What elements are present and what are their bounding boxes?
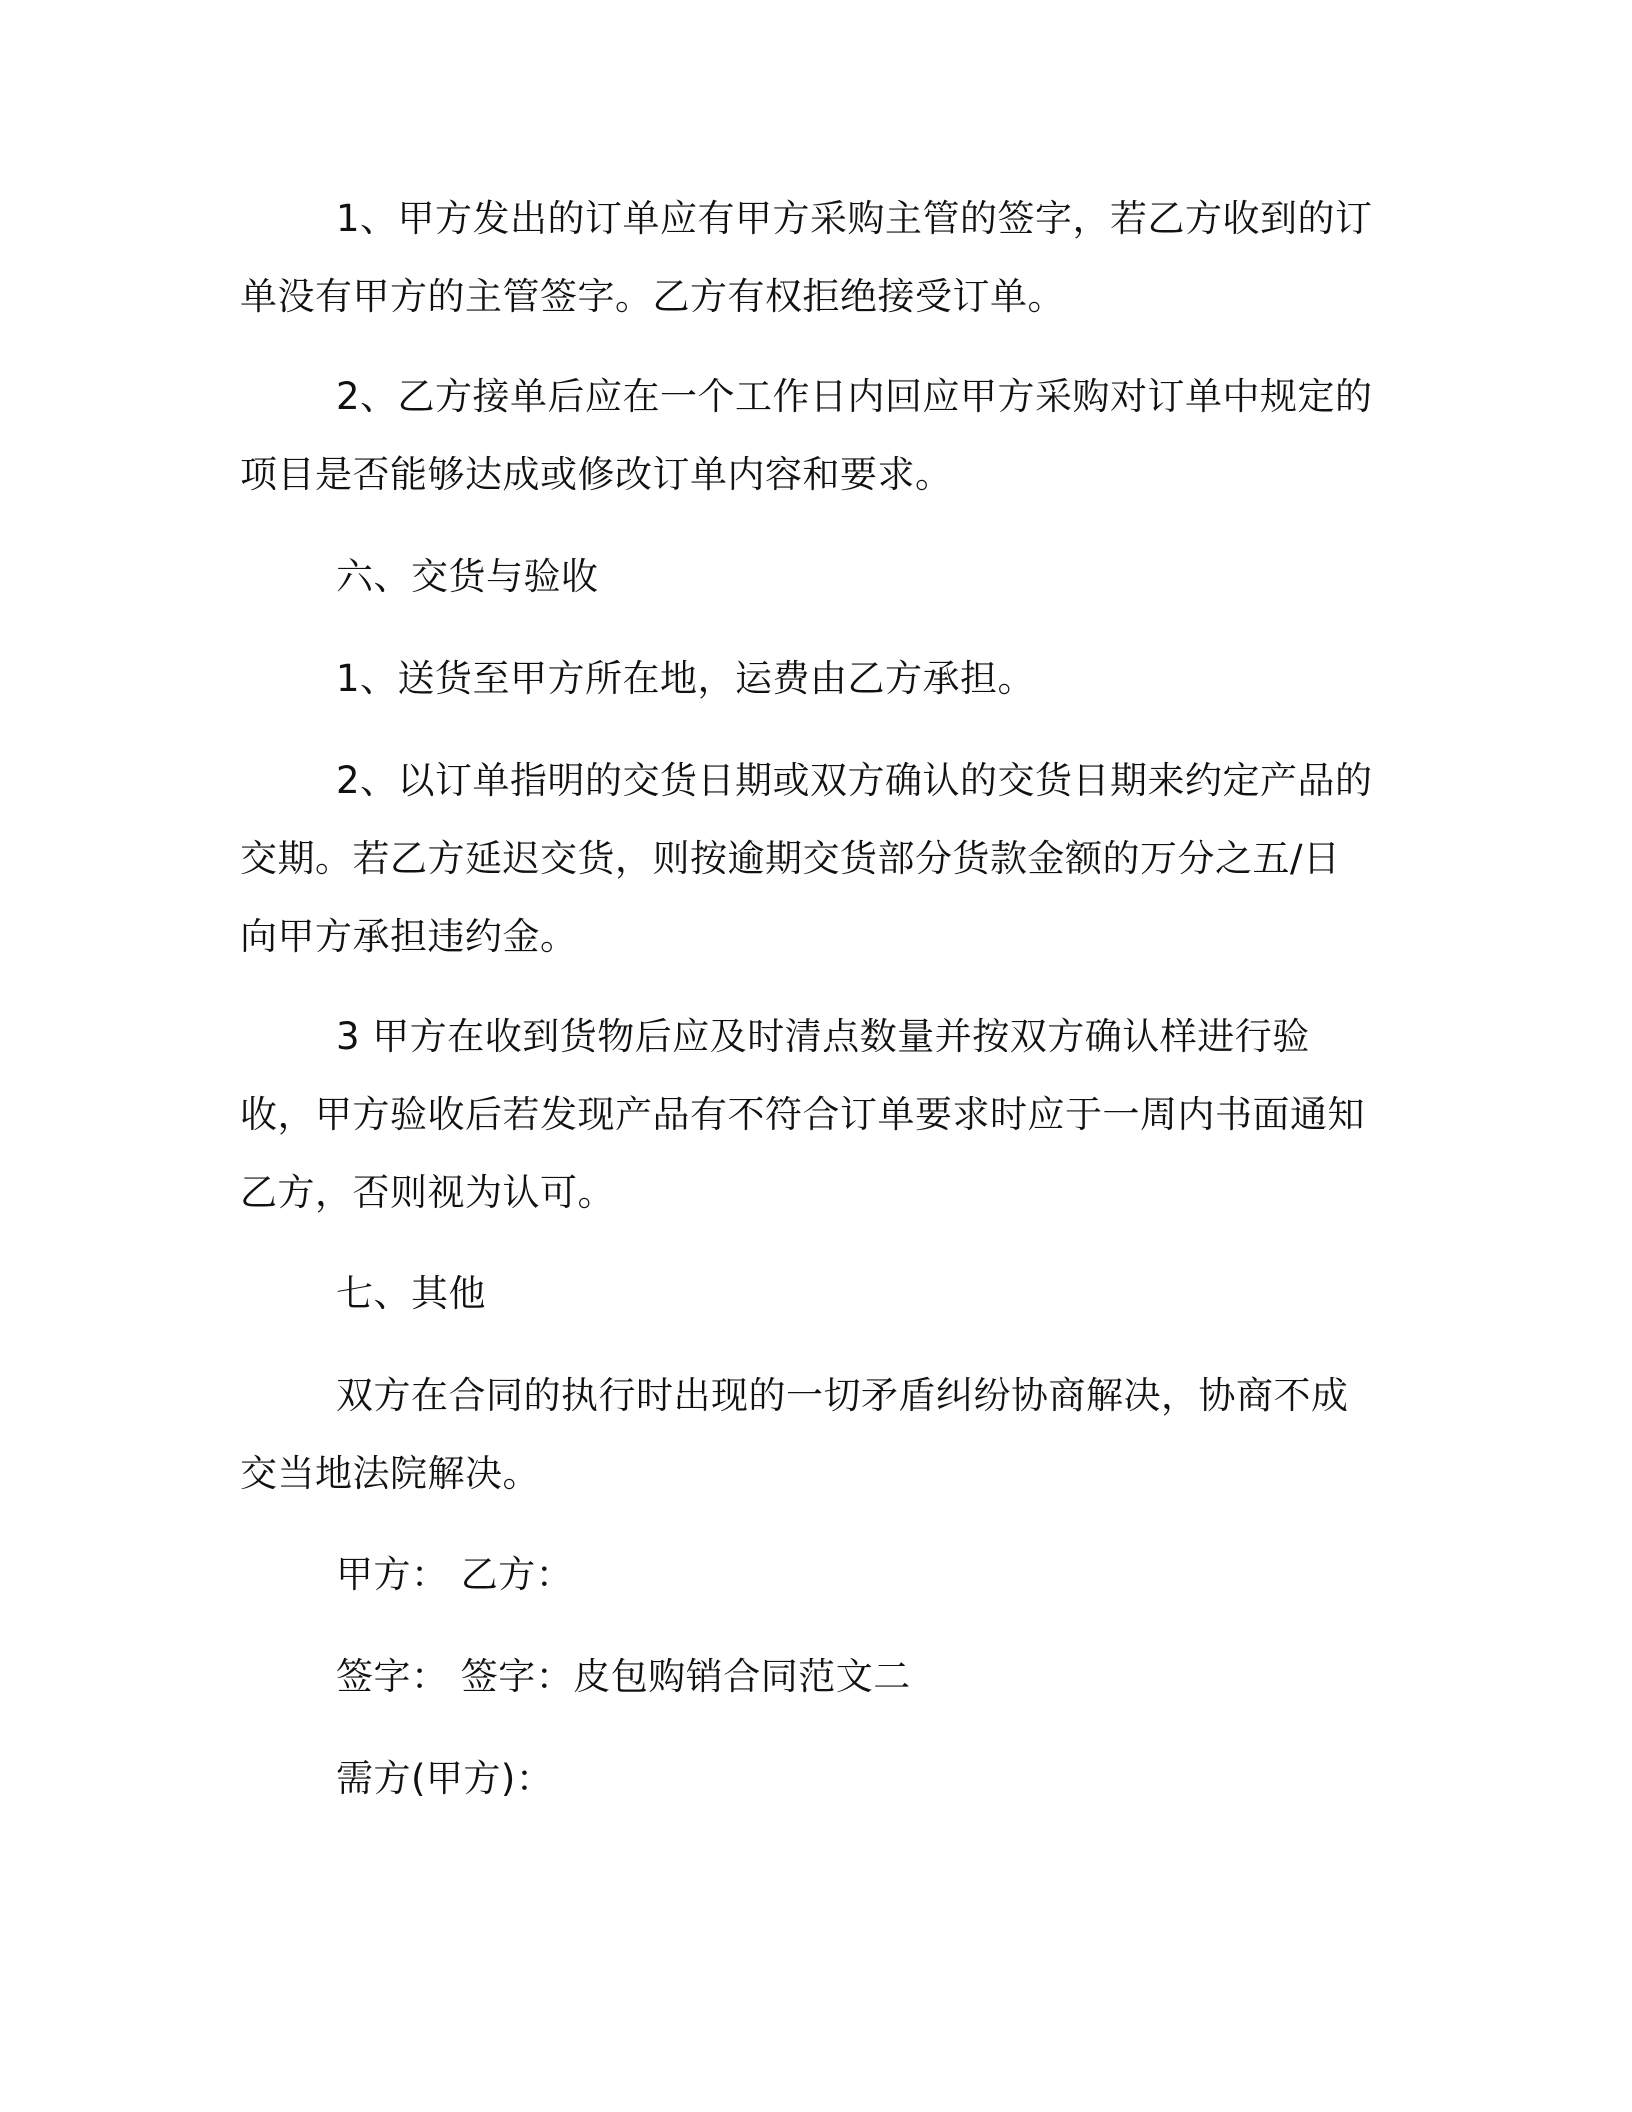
clause-paragraph-dispute: 双方在合同的执行时出现的一切矛盾纠纷协商解决，协商不成交当地法院解决。 <box>240 1374 1349 1495</box>
clause-paragraph-order-signature: 1、甲方发出的订单应有甲方采购主管的签字，若乙方收到的订单没有甲方的主管签字。乙方有权拒绝接受订单。 <box>240 197 1373 318</box>
clause-paragraph-order-response: 2、乙方接单后应在一个工作日内回应甲方采购对订单中规定的项目是否能够达成或修改订单内容和要求。 <box>240 375 1373 496</box>
section-heading-other: 七、其他 <box>336 1272 486 1315</box>
buyer-line: 需方(甲方)： <box>336 1757 554 1800</box>
parties-line: 甲方： 乙方： <box>336 1553 574 1596</box>
clause-paragraph-delivery-date: 2、以订单指明的交货日期或双方确认的交货日期来约定产品的交期。若乙方延迟交货，则按逾期交货部分货款金额的万分之五/日向甲方承担违约金。 <box>240 759 1373 958</box>
section-heading-delivery: 六、交货与验收 <box>336 555 599 598</box>
signature-line: 签字： 签字：皮包购销合同范文二 <box>336 1655 911 1698</box>
clause-paragraph-delivery-location: 1、送货至甲方所在地，运费由乙方承担。 <box>336 657 1036 700</box>
clause-paragraph-inspection: 3 甲方在收到货物后应及时清点数量并按双方确认样进行验收，甲方验收后若发现产品有不符合订单要求时应于一周内书面通知乙方，否则视为认可。 <box>240 1015 1365 1214</box>
